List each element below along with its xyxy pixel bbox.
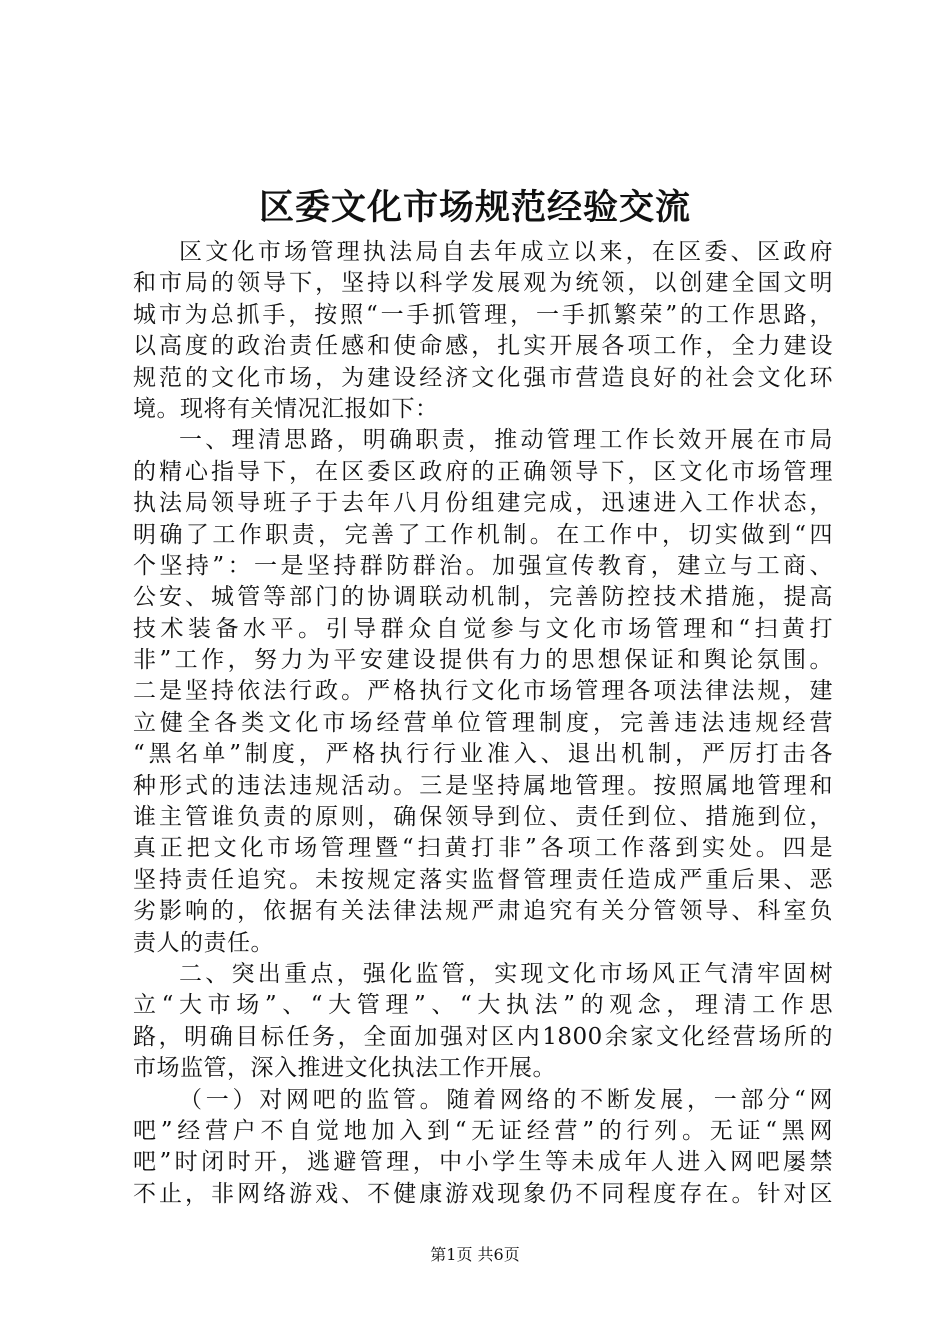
body-text-line: 区文化市场管理执法局自去年成立以来，在区委、区政府 [179,239,833,265]
body-text-line: “黑名单”制度，严格执行行业准入、退出机制，严厉打击各 [133,741,833,768]
page-footer: 第1页 共6页 [430,1245,520,1264]
body-text-line: （一）对网吧的监管。随着网络的不断发展，一部分“网 [179,1086,833,1113]
body-text-line: 和市局的领导下，坚持以科学发展观为统领，以创建全国文明 [133,270,833,297]
body-text-line: 二是坚持依法行政。严格执行文化市场管理各项法律法规，建 [133,678,833,705]
body-text-line: 立“大市场”、“大管理”、“大执法”的观念，理清工作思 [133,992,833,1019]
body-text-line: 不止，非网络游戏、不健康游戏现象仍不同程度存在。针对区 [133,1180,833,1207]
body-text-line: 城市为总抓手，按照“一手抓管理，一手抓繁荣”的工作思路， [133,301,833,328]
body-text-line: 立健全各类文化市场经营单位管理制度，完善违法违规经营 [133,709,833,736]
body-text-line: 技术装备水平。引导群众自觉参与文化市场管理和“扫黄打 [133,615,833,642]
body-text-line: 二、突出重点，强化监管，实现文化市场风正气清牢固树 [179,960,833,987]
body-text-line: 真正把文化市场管理暨“扫黄打非”各项工作落到实处。四是 [133,835,833,862]
body-text-line: 坚持责任追究。未按规定落实监督管理责任造成严重后果、恶 [133,866,833,893]
body-text-line: 市场监管，深入推进文化执法工作开展。 [133,1055,556,1082]
body-text-line: 吧”经营户不自觉地加入到“无证经营”的行列。无证“黑网 [133,1117,833,1144]
body-text-line: 境。现将有关情况汇报如下： [133,395,439,422]
body-text-line: 公安、城管等部门的协调联动机制，完善防控技术措施，提高 [133,584,833,611]
body-text-line: 劣影响的，依据有关法律法规严肃追究有关分管领导、科室负 [133,898,833,925]
body-text-line: 一、理清思路，明确职责，推动管理工作长效开展在市局 [179,427,833,454]
body-text-line: 种形式的违法违规活动。三是坚持属地管理。按照属地管理和 [133,772,833,799]
body-text-line: 责人的责任。 [133,929,274,956]
body-text-line: 明确了工作职责，完善了工作机制。在工作中，切实做到“四 [133,521,833,548]
body-text-line: 吧”时闭时开，逃避管理，中小学生等未成年人进入网吧屡禁 [133,1149,833,1176]
body-text-line: 个坚持”：一是坚持群防群治。加强宣传教育，建立与工商、 [133,552,833,579]
body-text-line: 谁主管谁负责的原则，确保领导到位、责任到位、措施到位， [133,804,833,831]
body-text-line: 非”工作，努力为平安建设提供有力的思想保证和舆论氛围。 [133,647,833,674]
body-text-line: 的精心指导下，在区委区政府的正确领导下，区文化市场管理 [133,458,833,485]
body-text-line: 规范的文化市场，为建设经济文化强市营造良好的社会文化环 [133,364,833,391]
body-text-line: 以高度的政治责任感和使命感，扎实开展各项工作，全力建设 [133,333,833,360]
body-text-line: 路，明确目标任务，全面加强对区内1800余家文化经营场所的 [133,1023,833,1050]
document-title: 区委文化市场规范经验交流 [258,187,691,228]
body-text-line: 执法局领导班子于去年八月份组建完成，迅速进入工作状态， [133,490,833,517]
document-body [133,237,833,1210]
